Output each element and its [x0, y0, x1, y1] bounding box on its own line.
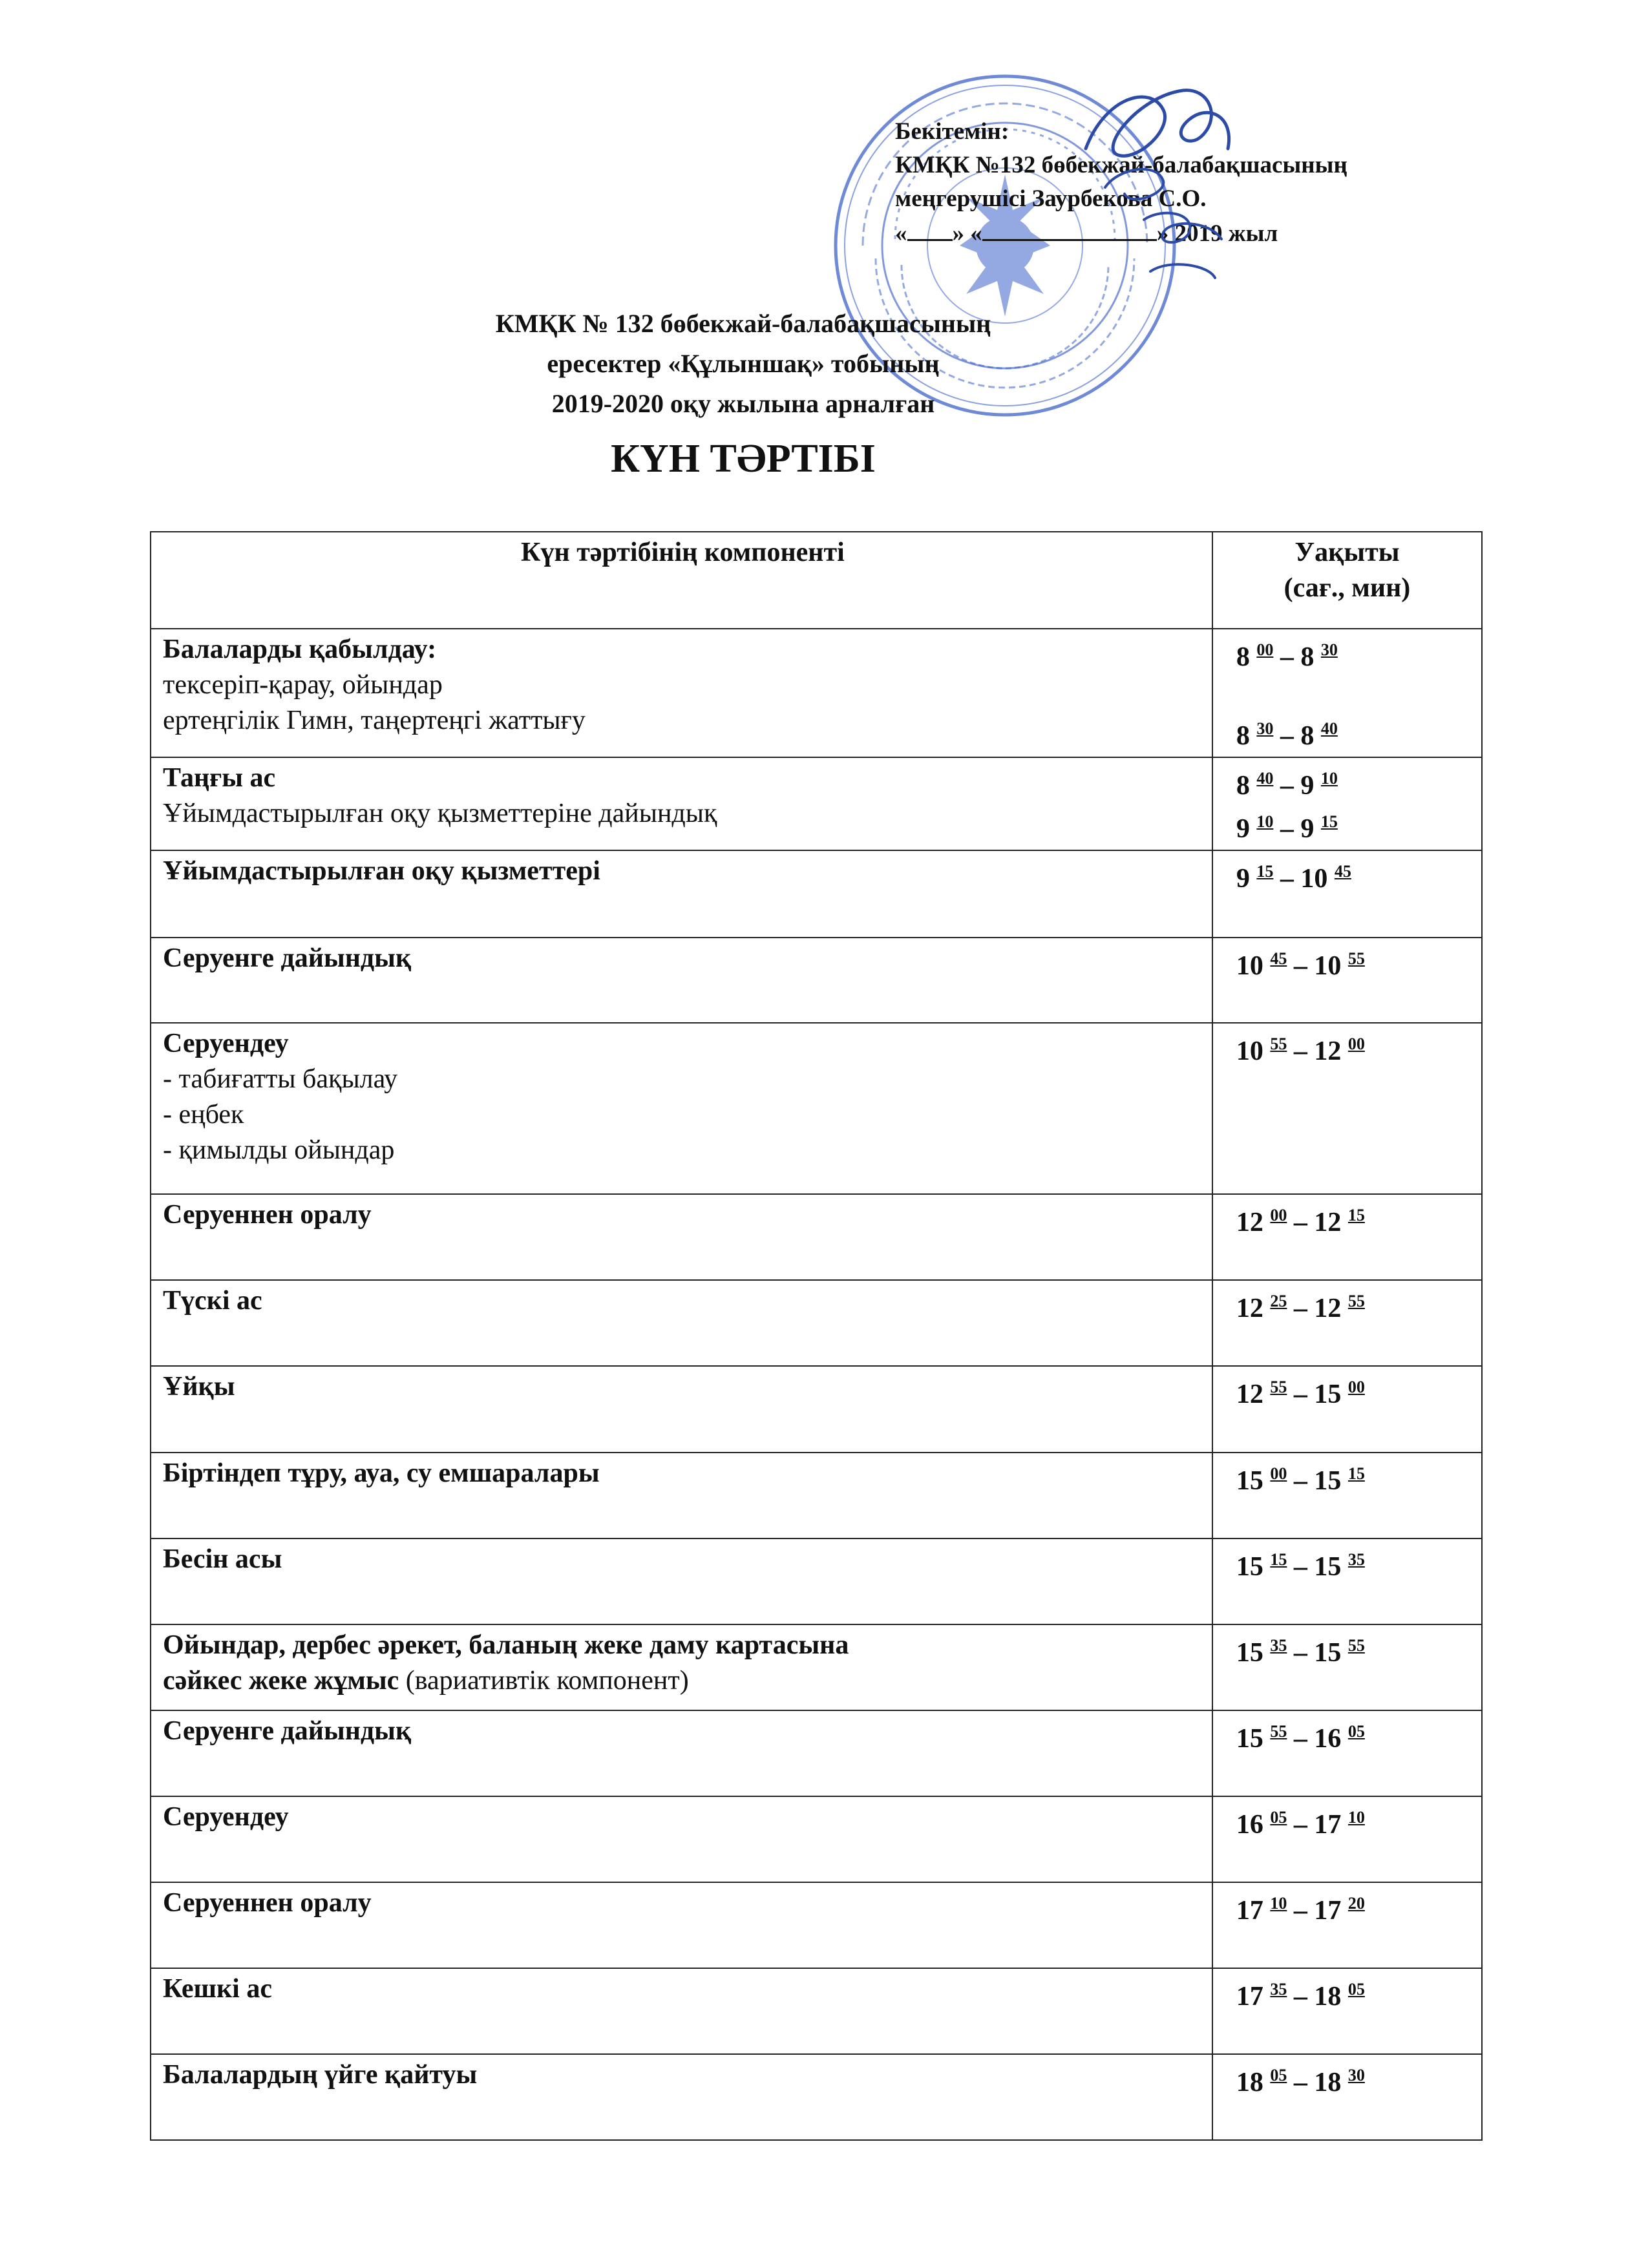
- header-time: [1212, 532, 1482, 629]
- table-row: [151, 1280, 1482, 1366]
- daily-schedule-table: [150, 531, 1483, 2141]
- activity-title: Кешкі ас: [163, 1974, 272, 2004]
- activity-detail: тексеріп-қарау, ойындар: [163, 670, 443, 700]
- approval-date-mid: » «: [952, 220, 982, 247]
- table-row: [151, 850, 1482, 938]
- time-cell: [1212, 1710, 1482, 1796]
- time-cell: [1212, 938, 1482, 1023]
- activity-cell: [151, 1194, 1212, 1280]
- time-range: 8 $^{30}$ – 8 $^{40}$: [1236, 719, 1338, 751]
- time-range: 17 $^{10}$ – 17 $^{20}$: [1236, 1894, 1365, 1926]
- activity-detail: - еңбек: [163, 1100, 244, 1129]
- time-range: 9 $^{10}$ – 9 $^{15}$: [1236, 812, 1338, 844]
- time-range: 9 $^{15}$ – 10 $^{45}$: [1236, 862, 1351, 894]
- activity-title: Таңғы ас: [163, 763, 276, 793]
- table-row: [151, 2054, 1482, 2140]
- activity-cell: [151, 1366, 1212, 1453]
- time-range: 15 $^{15}$ – 15 $^{35}$: [1236, 1550, 1365, 1582]
- activity-title: Серуеннен оралу: [163, 1888, 372, 1918]
- activity-detail: ертеңгілік Гимн, таңертеңгі жаттығу: [163, 706, 586, 735]
- activity-title: Бесін асы: [163, 1544, 282, 1574]
- time-range: 12 $^{25}$ – 12 $^{55}$: [1236, 1292, 1365, 1323]
- header-component: Күн тәртібінің компоненті: [151, 532, 1212, 629]
- table-row: [151, 1538, 1482, 1624]
- time-range: 18 $^{05}$ – 18 $^{30}$: [1236, 2066, 1365, 2097]
- activity-cell: [151, 1624, 1212, 1710]
- table-row: [151, 1796, 1482, 1882]
- page-title: КҮН ТӘРТІБІ: [611, 437, 876, 481]
- approval-line-3: меңгерушісі Заурбекова С.О.: [895, 185, 1207, 212]
- activity-detail: - табиғатты бақылау: [163, 1064, 398, 1094]
- activity-title: Серуеннен оралу: [163, 1200, 372, 1230]
- activity-cell: [151, 1023, 1212, 1194]
- signature: [1060, 58, 1254, 304]
- activity-cell: [151, 1538, 1212, 1624]
- approval-block: [895, 115, 1638, 251]
- activity-cell: [151, 1882, 1212, 1968]
- time-range: 8 $^{40}$ – 9 $^{10}$: [1236, 769, 1338, 801]
- activity-title: Серуендеу: [163, 1802, 289, 1832]
- activity-cell: [151, 1796, 1212, 1882]
- time-cell: [1212, 2054, 1482, 2140]
- time-cell: [1212, 1796, 1482, 1882]
- activity-title: Серуендеу: [163, 1029, 289, 1058]
- activity-detail: - қимылды ойындар: [163, 1135, 395, 1165]
- activity-title: Балаларды қабылдау:: [163, 635, 437, 664]
- day-blank: [907, 216, 953, 241]
- table-row: [151, 1710, 1482, 1796]
- time-cell: [1212, 1194, 1482, 1280]
- title-line-3: 2019-2020 оқу жылына арналған: [551, 389, 935, 418]
- time-range: 16 $^{05}$ – 17 $^{10}$: [1236, 1808, 1365, 1840]
- table-row: [151, 1968, 1482, 2054]
- table-row: [151, 629, 1482, 757]
- document-title: [0, 304, 1486, 488]
- time-cell: [1212, 1280, 1482, 1366]
- approval-date-close: » 2019 жыл: [1156, 220, 1278, 247]
- activity-title: Ойындар, дербес әрекет, баланың жеке даму картасына: [163, 1630, 849, 1660]
- time-range: 10 $^{55}$ – 12 $^{00}$: [1236, 1034, 1365, 1066]
- time-cell: [1212, 1968, 1482, 2054]
- time-cell: [1212, 1538, 1482, 1624]
- activity-title-continued: сәйкес жеке жұмыс (вариативтік компонент): [163, 1666, 689, 1696]
- activity-cell: [151, 1280, 1212, 1366]
- activity-cell: [151, 629, 1212, 757]
- table-row: [151, 938, 1482, 1023]
- activity-title: Ұйымдастырылған оқу қызметтері: [163, 856, 600, 886]
- time-range: 12 $^{00}$ – 12 $^{15}$: [1236, 1206, 1365, 1237]
- time-cell: [1212, 629, 1482, 757]
- approval-date-line: [895, 216, 1638, 251]
- table-row: [151, 1453, 1482, 1538]
- time-cell: [1212, 1453, 1482, 1538]
- time-cell: [1212, 1882, 1482, 1968]
- activity-cell: [151, 757, 1212, 850]
- time-cell: [1212, 1023, 1482, 1194]
- activity-title: Ұйқы: [163, 1372, 235, 1402]
- activity-title: Серуенге дайындық: [163, 1716, 412, 1746]
- table-header-row: [151, 532, 1482, 629]
- table-row: [151, 1023, 1482, 1194]
- activity-cell: [151, 1968, 1212, 2054]
- time-range: 15 $^{55}$ – 16 $^{05}$: [1236, 1722, 1365, 1754]
- activity-title: Біртіндеп тұру, ауа, су емшаралары: [163, 1458, 600, 1488]
- time-range: 17 $^{35}$ – 18 $^{05}$: [1236, 1980, 1365, 2011]
- title-line-2: ересектер «Құлыншақ» тобының: [547, 349, 940, 378]
- time-range: 15 $^{35}$ – 15 $^{55}$: [1236, 1636, 1365, 1668]
- activity-title: Серуенге дайындық: [163, 943, 412, 973]
- time-range: 10 $^{45}$ – 10 $^{55}$: [1236, 949, 1365, 981]
- activity-cell: [151, 1710, 1212, 1796]
- time-range: 12 $^{55}$ – 15 $^{00}$: [1236, 1378, 1365, 1409]
- table-row: [151, 1882, 1482, 1968]
- activity-cell: [151, 1453, 1212, 1538]
- time-cell: [1212, 1624, 1482, 1710]
- activity-title: Балалардың үйге қайтуы: [163, 2060, 478, 2090]
- time-cell: [1212, 850, 1482, 938]
- table-row: [151, 1624, 1482, 1710]
- activity-title: Түскі ас: [163, 1286, 262, 1316]
- activity-detail: Ұйымдастырылған оқу қызметтеріне дайындық: [163, 799, 717, 828]
- header-time-line-2: (сағ., мин): [1284, 573, 1411, 603]
- table-row: [151, 1194, 1482, 1280]
- approval-line-1: Бекітемін:: [895, 118, 1009, 145]
- header-time-line-1: Уақыты: [1294, 538, 1400, 567]
- title-line-1: КМҚК № 132 бөбекжай-балабақшасының: [495, 309, 991, 338]
- time-range: 8 $^{00}$ – 8 $^{30}$: [1236, 640, 1338, 672]
- approval-line-2: КМҚК №132 бөбекжай-балабақшасының: [895, 152, 1347, 178]
- time-cell: [1212, 757, 1482, 850]
- time-range: 15 $^{00}$ – 15 $^{15}$: [1236, 1464, 1365, 1496]
- table-row: [151, 757, 1482, 850]
- activity-cell: [151, 2054, 1212, 2140]
- table-row: [151, 1366, 1482, 1453]
- time-cell: [1212, 1366, 1482, 1453]
- activity-cell: [151, 850, 1212, 938]
- approval-date-open: «: [895, 220, 907, 247]
- activity-cell: [151, 938, 1212, 1023]
